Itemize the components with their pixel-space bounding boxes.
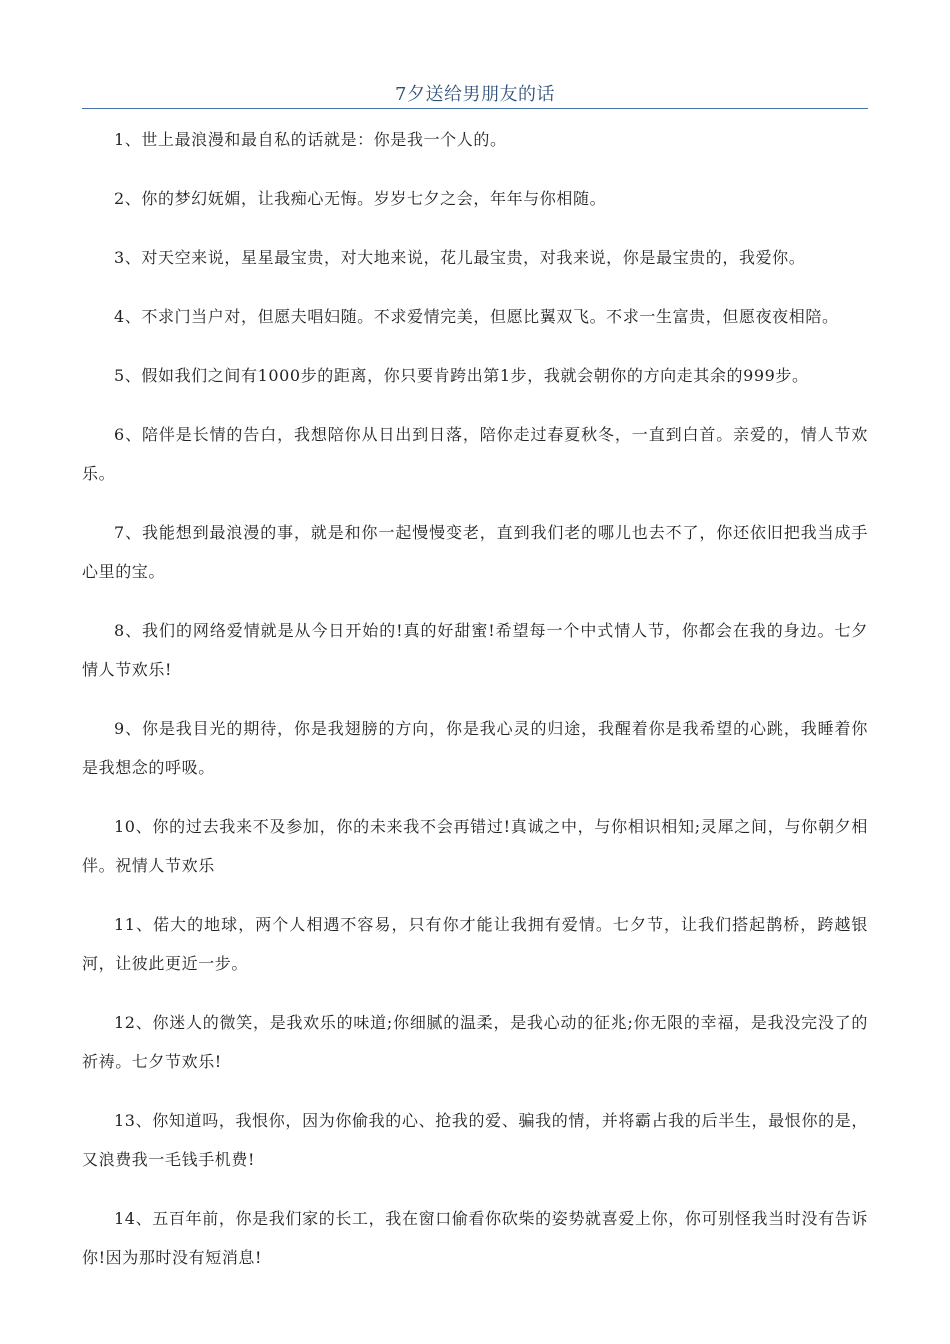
paragraph-12: 12、你迷人的微笑，是我欢乐的味道;你细腻的温柔，是我心动的征兆;你无限的幸福，是我没完没了的祈祷。七夕节欢乐!: [82, 1013, 868, 1071]
paragraph-1: 1、世上最浪漫和最自私的话就是：你是我一个人的。: [114, 130, 507, 149]
paragraph-11: 11、偌大的地球，两个人相遇不容易，只有你才能让我拥有爱情。七夕节，让我们搭起鹊桥，跨越银河，让彼此更近一步。: [82, 915, 868, 973]
title-underline: [82, 108, 868, 109]
document-body: [82, 120, 868, 1297]
paragraph-3: 3、对天空来说，星星最宝贵，对大地来说，花儿最宝贵，对我来说，你是最宝贵的，我爱你。: [114, 248, 806, 267]
paragraph-5: 5、假如我们之间有1000步的距离，你只要肯跨出第1步，我就会朝你的方向走其余的999步。: [114, 366, 809, 385]
paragraph-6: 6、陪伴是长情的告白，我想陪你从日出到日落，陪你走过春夏秋冬，一直到白首。亲爱的，情人节欢乐。: [82, 425, 868, 483]
paragraph-10: 10、你的过去我来不及参加，你的未来我不会再错过!真诚之中，与你相识相知;灵犀之间，与你朝夕相伴。祝情人节欢乐: [82, 817, 868, 875]
paragraph-2: 2、你的梦幻妩媚，让我痴心无悔。岁岁七夕之会，年年与你相随。: [114, 189, 607, 208]
paragraph-9: 9、你是我目光的期待，你是我翅膀的方向，你是我心灵的归途，我醒着你是我希望的心跳，我睡着你是我想念的呼吸。: [82, 719, 868, 777]
document-title: 7夕送给男朋友的话: [395, 84, 555, 105]
paragraph-4: 4、不求门当户对，但愿夫唱妇随。不求爱情完美，但愿比翼双飞。不求一生富贵，但愿夜夜相陪。: [114, 307, 839, 326]
paragraph-7: 7、我能想到最浪漫的事，就是和你一起慢慢变老，直到我们老的哪儿也去不了，你还依旧把我当成手心里的宝。: [82, 523, 868, 581]
paragraph-13: 13、你知道吗，我恨你，因为你偷我的心、抢我的爱、骗我的情，并将霸占我的后半生，最恨你的是，又浪费我一毛钱手机费!: [82, 1111, 868, 1169]
paragraph-8: 8、我们的网络爱情就是从今日开始的!真的好甜蜜!希望每一个中式情人节，你都会在我的身边。七夕情人节欢乐!: [82, 621, 868, 679]
paragraph-14: 14、五百年前，你是我们家的长工，我在窗口偷看你砍柴的姿势就喜爱上你，你可别怪我当时没有告诉你!因为那时没有短消息!: [82, 1209, 868, 1267]
